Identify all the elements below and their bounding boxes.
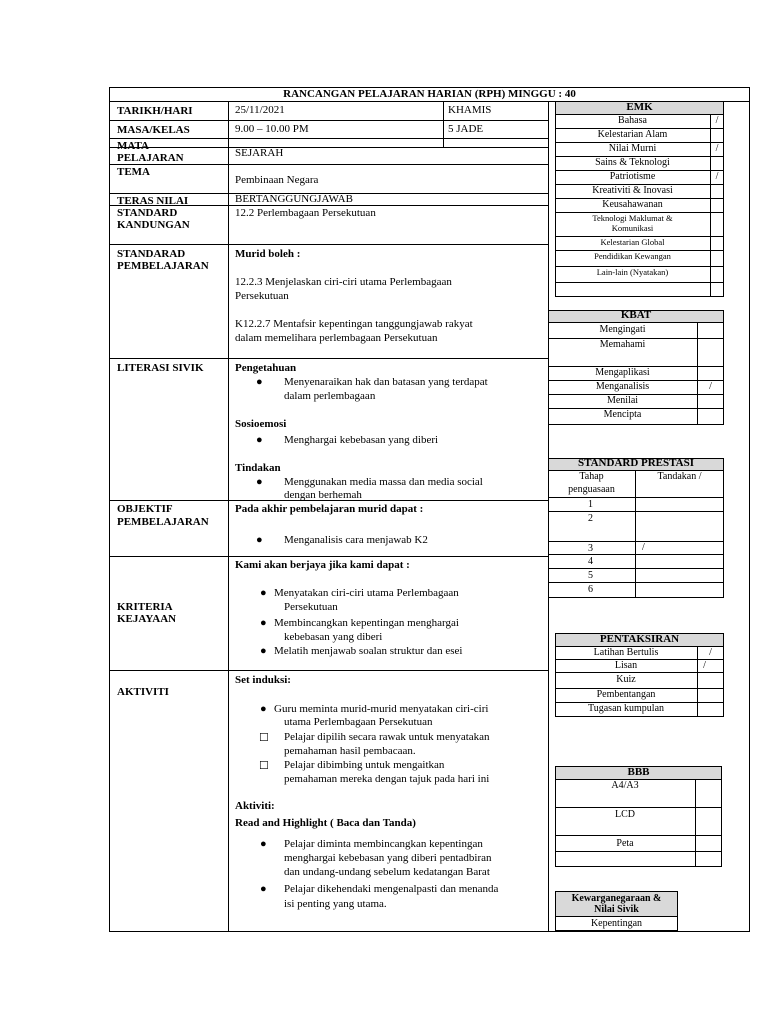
box-bullet-icon: ☐ [259,732,269,744]
akt-bullet-3a: Pelajar dibimbing untuk mengaitkan [284,759,445,771]
akt-bullet-1a: Guru meminta murid-murid menyatakan ciri-ciri [274,703,489,715]
pentaksiran-item: Pembentangan [596,689,656,700]
prestasi-level: 3 [588,543,593,554]
bullet-icon: ● [260,645,267,657]
akt-bullet-2a: Pelajar dipilih secara rawak untuk menyatakan [284,731,490,743]
kbat-item-label: Mengaplikasi [595,367,650,378]
emk-item-label: Kelestarian Global [600,237,665,247]
lit-bullet-3b: dengan berhemah [284,489,362,501]
lit-head-1: Pengetahuan [235,362,297,374]
kewarganegaraan-title-1: Kewarganegaraan & [571,893,662,904]
kewarganegaraan-item: Kepentingan [590,918,643,929]
sk-label-1: STANDARD [117,207,178,219]
bullet-icon: ● [260,883,267,895]
emk-title: EMK [626,101,653,113]
pentaksiran-item: Kuiz [616,674,636,685]
kk-label-1: KRITERIA [117,601,173,613]
obj-label-2: PEMBELAJARAN [117,516,209,528]
kbat-title: KBAT [620,309,652,321]
lit-label: LITERASI SIVIK [117,362,204,374]
akt-head-2: Aktiviti: [235,800,275,812]
bullet-icon: ● [256,476,263,488]
pentaksiran-item: Tugasan kumpulan [587,703,665,714]
sp-head: Murid boleh : [235,248,301,260]
akt-bullet-3b: pemahaman mereka dengan tajuk pada hari ini [284,773,490,785]
akt-bullet-2b: pemahaman hasil pembacaan. [284,745,416,757]
pentaksiran-title: PENTAKSIRAN [599,633,680,645]
kbat-item-label: Menilai [606,395,639,406]
sp-line-2: Persekutuan [235,290,289,302]
kk-label-2: KEJAYAAN [117,613,177,625]
bullet-icon: ● [260,703,267,715]
prestasi-level: 2 [588,513,593,524]
lit-bullet-1a: Menyenaraikan hak dan batasan yang terdapat [284,376,488,388]
tema-label: TEMA [117,166,150,178]
obj-head: Pada akhir pembelajaran murid dapat : [235,503,424,515]
sk-label-2: KANDUNGAN [117,219,190,231]
emk-item-mark: / [715,171,719,182]
mata-label-2: PELAJARAN [117,152,184,164]
emk-item-label: Nilai Murni [608,143,657,154]
bullet-icon: ● [256,534,263,546]
hari-value: KHAMIS [448,104,492,116]
lit-head-2: Sosioemosi [235,418,287,430]
tarikh-label: TARIKH/HARI [117,105,193,117]
document-title: RANCANGAN PELAJARAN HARIAN (RPH) MINGGU : 40 [283,88,576,100]
kewarganegaraan-title-2: Nilai Sivik [594,904,639,915]
bullet-icon: ● [260,838,267,850]
emk-item-label: Kelestarian Alam [597,129,668,140]
akt-bullet-4a: Pelajar diminta membincangkan kepentingan [284,838,483,850]
prestasi-level: 1 [588,499,593,510]
lit-bullet-1b: dalam perlembagaan [284,390,376,402]
akt-head-1: Set induksi: [235,674,291,686]
bullet-icon: ● [260,617,267,629]
kbat-item-label: Mengingati [599,324,646,335]
emk-item-label: Patriotisme [609,171,656,182]
bullet-icon: ● [256,434,263,446]
teras-value: BERTANGGUNGJAWAB [235,193,353,205]
emk-item-mark: / [715,143,719,154]
sp-line-1: 12.2.3 Menjelaskan ciri-ciri utama Perlembagaan [235,276,452,288]
prestasi-level: 5 [588,570,593,581]
mata-label-1: MATA [117,140,149,152]
kk-bullet-1b: Persekutuan [284,601,338,613]
bullet-icon: ● [260,587,267,599]
kelas-value: 5 JADE [448,123,484,135]
emk-item-label: Keusahawanan [602,199,663,210]
bullet-icon: ● [256,376,263,388]
prestasi-col-1b: penguasaan [568,484,615,495]
akt-bullet-4c: dan undang-undang sebelum kedatangan Barat [284,866,490,878]
pentaksiran-item: Lisan [614,660,638,671]
akt-label: AKTIVITI [117,686,169,698]
prestasi-col-2: Tandakan / [657,471,702,482]
kk-bullet-1a: Menyatakan ciri-ciri utama Perlembagaan [274,587,459,599]
prestasi-level-mark: / [642,542,645,553]
pentaksiran-item: Latihan Bertulis [593,647,659,658]
emk-item-label: Komunikasi [611,223,654,233]
obj-label-1: OBJEKTIF [117,503,173,515]
sp-line-3: K12.2.7 Mentafsir kepentingan tanggungjawab rakyat [235,318,473,330]
obj-bullet-1: Menganalisis cara menjawab K2 [284,534,428,546]
mata-value: SEJARAH [235,147,284,159]
bbb-item: Peta [616,838,634,849]
kk-bullet-2b: kebebasan yang diberi [284,631,383,643]
prestasi-level: 4 [588,556,593,567]
kbat-item-mark: / [709,381,712,392]
teras-label: TERAS NILAI [117,195,189,207]
bbb-item: LCD [615,809,635,820]
kbat-item-label: Memahami [599,339,646,350]
akt-bullet-4b: menghargai kebebasan yang diberi pentadbiran [284,852,492,864]
kk-bullet-3: Melatih menjawab soalan struktur dan esei [274,645,463,657]
emk-item-label: Kreativiti & Inovasi [592,185,673,196]
sp-line-4: dalam memelihara perlembagaan Persekutuan [235,332,438,344]
akt-bullet-5b: isi penting yang utama. [284,898,387,910]
masa-label: MASA/KELAS [117,124,190,136]
lit-bullet-3a: Menggunakan media massa dan media social [284,476,483,488]
kbat-item-label: Mencipta [603,409,642,420]
tarikh-value: 25/11/2021 [235,104,285,116]
bbb-item: A4/A3 [611,780,639,791]
prestasi-level: 6 [588,584,593,595]
emk-item-label: Pendidikan Kewangan [594,251,671,261]
kk-head: Kami akan berjaya jika kami dapat : [235,559,410,571]
box-bullet-icon: ☐ [259,760,269,772]
prestasi-col-1a: Tahap [579,471,604,482]
sp-label-2: PEMBELAJARAN [117,260,209,272]
pentaksiran-mark: / [703,660,706,671]
masa-value: 9.00 – 10.00 PM [235,123,309,135]
prestasi-title: STANDARD PRESTASI [577,457,695,469]
akt-head-3: Read and Highlight ( Baca dan Tanda) [235,817,416,829]
sk-value: 12.2 Perlembagaan Persekutuan [235,207,376,219]
tema-value: Pembinaan Negara [235,174,319,186]
emk-item-label: Sains & Teknologi [595,157,670,168]
emk-item-label: Lain-lain (Nyatakan) [596,267,669,277]
lit-head-3: Tindakan [235,462,281,474]
akt-bullet-5a: Pelajar dikehendaki mengenalpasti dan menanda [284,883,499,895]
lit-bullet-2: Menghargai kebebasan yang diberi [284,434,439,446]
akt-bullet-1b: utama Perlembagaan Persekutuan [284,716,433,728]
emk-item-label: Bahasa [618,115,647,126]
kbat-item-label: Menganalisis [595,381,650,392]
emk-item-mark: / [715,115,719,126]
sp-label-1: STANDARAD [117,248,186,260]
pentaksiran-mark: / [709,647,712,658]
emk-item-label: Teknologi Maklumat & [592,213,673,223]
bbb-title: BBB [627,766,650,778]
kk-bullet-2a: Membincangkan kepentingan menghargai [274,617,459,629]
